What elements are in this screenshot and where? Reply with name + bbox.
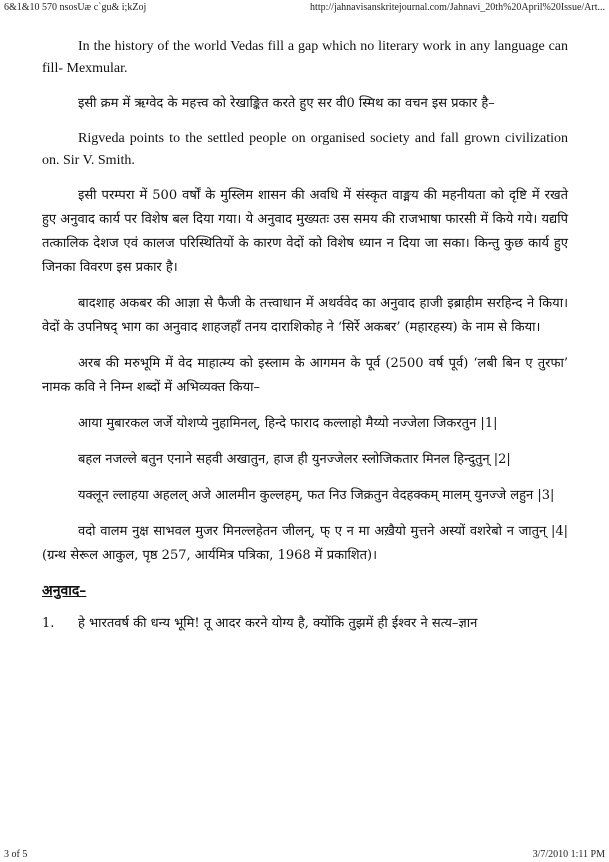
paragraph-smith-quote: Rigveda points to the settled people on organised society and fall grown civilization on. Sir V. Smith. xyxy=(42,131,568,168)
verse-4: वदो वालम नुक्ष साभवल मुजर मिनल्लहेतन जीलन्, फ् ए न मा अख़ैयो मुत्तने अस्यों वशरेबो न जातुन् |4| (ग्रन्थ सेरूल आकुल, पृष्ठ 257, आर्यमित्र पत्रिका, 1968 में प्रकाशित)। xyxy=(42,524,568,563)
article-body xyxy=(42,36,568,636)
header-page-title: 6&1&10 570 nsosUæ c`gu& i;kZoj xyxy=(4,2,147,13)
paragraph-mexmular-quote: In the history of the world Vedas fill a gap which no literary work in any language can fill- Mexmular. xyxy=(42,39,568,76)
verse-2: बहल नजल्ले बतुन एनाने सहवी अखातुन, हाज ही युनज्जेलर स्लोजिकतार मिनल हिन्दुतुन् |2| xyxy=(78,452,511,467)
numbered-item-1 xyxy=(42,612,568,636)
paragraph-rigveda-intro: इसी क्रम में ऋग्वेद के महत्त्व को रेखाङ्कित करते हुए सर वी0 स्मिथ का वचन इस प्रकार है– xyxy=(78,96,495,111)
footer-page-count: 3 of 5 xyxy=(4,849,28,860)
print-header xyxy=(4,2,605,16)
section-heading-translation: अनुवाद– xyxy=(42,583,87,599)
verse-1: आया मुबारकल जर्जे योशप्ये नुहामिनल्, हिन्दे फाराद कल्लाहो मैय्यो नज्जेला जिकरतुन |1| xyxy=(78,416,498,431)
print-footer xyxy=(4,846,605,860)
paragraph-arab: अरब की मरुभूमि में वेद माहात्म्य को इस्लाम के आगमन के पूर्व (2500 वर्ष पूर्व) ‘लबी बिन ए तुरफा’ नामक कवि ने निम्न शब्दों में अभिव्यक्त किया– xyxy=(42,356,568,395)
header-url: http://jahnavisanskritejournal.com/Jahnavi_20th%20April%20Issue/Art... xyxy=(310,2,605,13)
item-text: हे भारतवर्ष की धन्य भूमि! तू आदर करने योग्य है, क्योंकि तुझमें ही ईश्वर ने सत्य–ज्ञान xyxy=(78,616,478,631)
paragraph-muslim-era: इसी परम्परा में 500 वर्षों के मुस्लिम शासन की अवधि में संस्कृत वाङ्मय की महनीयता को दृष्टि में रखते हुए अनुवाद कार्य पर विशेष बल दिया गया। ये अनुवाद मुख्यतः उस समय की राजभाषा फारसी में किये गये। यद्यपि तत्कालिक देशज एवं कालज परिस्थितियों के कारण वेदों को विशेष ध्यान न दिया जा सका। किन्तु कुछ कार्य हुए जिनका विवरण इस प्रकार है। xyxy=(42,188,568,275)
verse-3: यक्लून ल्लाहया अहलल् अजे आलमीन कुल्लहम्, फत निउ जिक्रतुन वेदहक्कम् मालम् युनज्जे लहुन |3| xyxy=(78,488,555,503)
paragraph-akbar: बादशाह अकबर की आज्ञा से फैजी के तत्त्वाधान में अथर्ववेद का अनुवाद हाजी इब्राहीम सरहिन्द ने किया। वेदों के उपनिषद् भाग का अनुवाद शाहजहाँ तनय दाराशिकोह ने ‘सिर्रे अकबर’ (महारहस्य) के नाम से किया। xyxy=(42,296,568,335)
footer-timestamp: 3/7/2010 1:11 PM xyxy=(532,849,605,860)
item-number: 1. xyxy=(42,616,55,631)
